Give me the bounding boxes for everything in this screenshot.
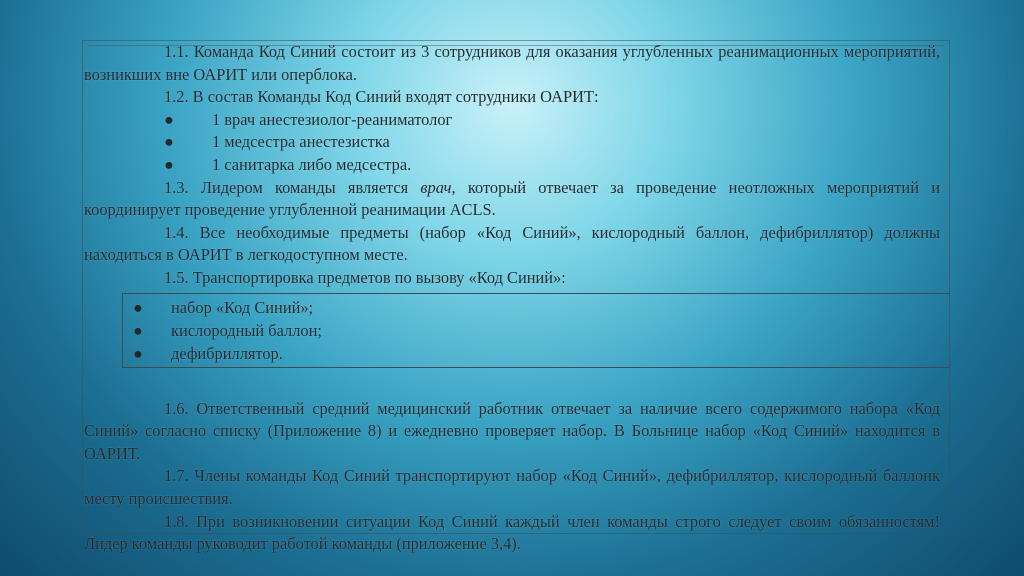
transport-items-box (122, 293, 950, 368)
paragraph-1-3-end: , который отвечает за проведение неотложных мероприятий и координирует проведение углубленной реанимации ACLS. (84, 177, 940, 220)
list-item (123, 296, 950, 319)
paragraph-1-4: 1.4. Все необходимые предметы (набор «Код Синий», кислородный баллон, дефибриллятор) должны находиться в ОАРИТ в легкодоступном месте. (84, 222, 940, 265)
paragraph-1-3 (84, 177, 940, 222)
list-item-text: кислородный баллон; (171, 320, 322, 340)
paragraph-1-3-start: 1.3. Лидером команды является (164, 177, 421, 197)
bullet-icon: ● (133, 320, 143, 340)
paragraph-1-2: 1.2. В состав Команды Код Синий входят сотрудники ОАРИТ: (164, 87, 599, 107)
list-item (84, 109, 940, 132)
list-item (84, 131, 940, 154)
list-item (123, 319, 950, 342)
paragraph-1-3-emphasis: врач (420, 177, 452, 197)
list-item-text: дефибриллятор. (171, 343, 283, 363)
list-item (84, 154, 940, 177)
bullet-icon: ● (164, 132, 174, 152)
paragraph-1-6: 1.6. Ответственный средний медицинский работник отвечает за наличие всего содержимого набора «Код Синий» согласно списку (Приложение 8) и ежедневно проверяет набор. В Больнице набор «Код Синий» находится в ОАРИТ. (84, 398, 940, 463)
bullet-icon: ● (164, 109, 174, 129)
paragraph-1-5: 1.5. Транспортировка предметов по вызову «Код Синий»: (164, 267, 566, 287)
list-item-text: набор «Код Синий»; (171, 297, 314, 317)
bullet-icon: ● (133, 343, 143, 363)
paragraph-1-8: 1.8. При возникновении ситуации Код Синий каждый член команды строго следует своим обязанностям! Лидер команды руководит работой команды (приложение 3,4). (84, 511, 940, 554)
paragraph-1-1: 1.1. Команда Код Синий состоит из 3 сотрудников для оказания углубленных реанимационных мероприятий, возникших вне ОАРИТ или оперблока. (84, 42, 940, 84)
list-item-text: 1 медсестра анестезистка (212, 132, 390, 152)
list-item (123, 342, 950, 365)
list-item-text: 1 врач анестезиолог-реаниматолог (212, 109, 453, 129)
bullet-icon: ● (133, 297, 143, 317)
list-item-text: 1 санитарка либо медсестра. (212, 154, 412, 174)
paragraph-1-7: 1.7. Члены команды Код Синий транспортируют набор «Код Синий», дефибриллятор, кислородный баллонк месту происшествия. (84, 466, 940, 508)
bullet-icon: ● (164, 154, 174, 174)
slide-text-body (84, 41, 940, 556)
